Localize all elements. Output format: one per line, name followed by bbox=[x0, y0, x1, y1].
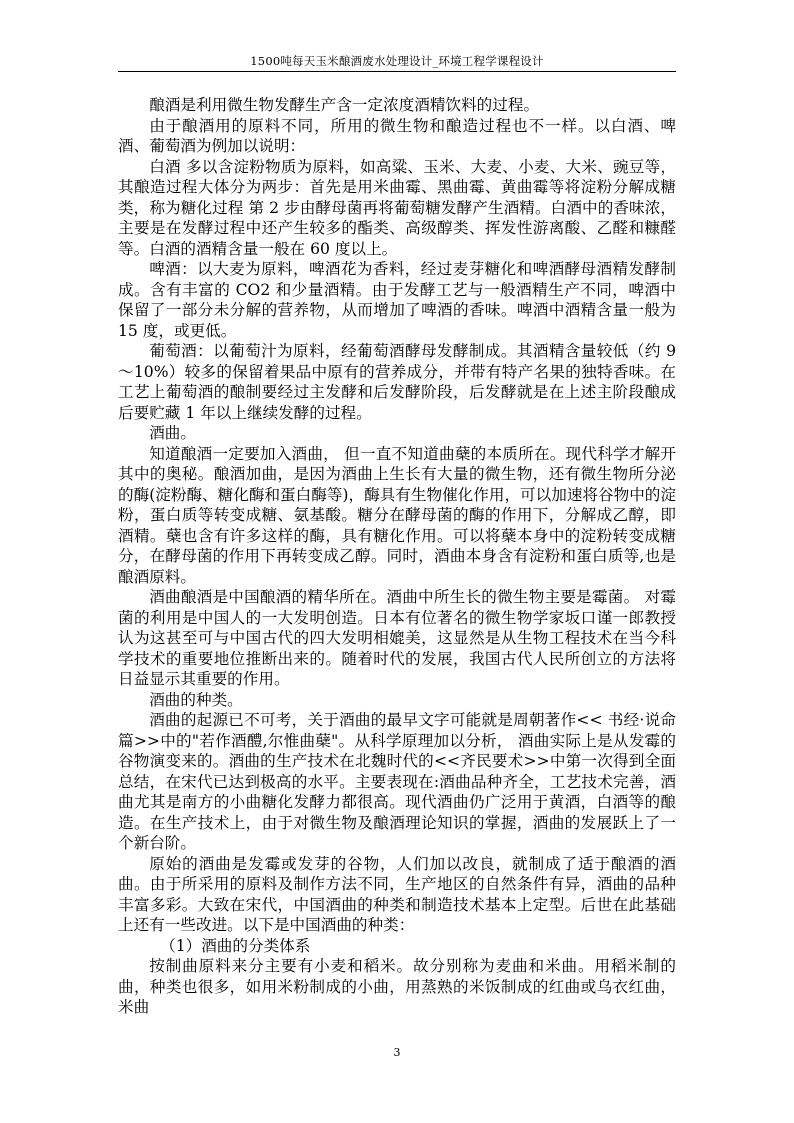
paragraph-jiuqu-intro: 知道酿酒一定要加入酒曲， 但一直不知道曲蘖的本质所在。现代科学才解开其中的奥秘。酿酒加曲，是因为酒曲上生长有大量的微生物，还有微生物所分泌的酶(淀粉酶、糖化酶和蛋白酶等)，酶具有生物催化作用，可以加速将谷物中的淀粉，蛋白质等转变成糖、氨基酸。糖分在酵母菌的酶的作用下，分解成乙醇，即酒精。蘖也含有许多这样的酶，具有糖化作用。可以将蘖本身中的淀粉转变成糖分，在酵母菌的作用下再转变成乙醇。同时，酒曲本身含有淀粉和蛋白质等,也是酿酒原料。 bbox=[118, 444, 676, 586]
paragraph-classification: 按制曲原料来分主要有小麦和稻米。故分别称为麦曲和米曲。用稻米制的曲，种类也很多，如用米粉制成的小曲，用蒸熟的米饭制成的红曲或乌衣红曲，米曲 bbox=[118, 957, 676, 1016]
section-heading-jiuqu: 酒曲。 bbox=[149, 424, 196, 442]
paragraph-jiuqu-origin: 酒曲的起源已不可考，关于酒曲的最早文字可能就是周朝著作<< 书经·说命篇>>中的"若作酒醴,尔惟曲蘖"。从科学原理加以分析， 酒曲实际上是从发霉的谷物演变来的。酒曲的生产技术在北魏时代的<<齐民要术>>中第一次得到全面总结，在宋代已达到极高的水平。主要表现在:酒曲品种齐全，工艺技术完善，酒曲尤其是南方的小曲糖化发酵力都很高。现代酒曲仍广泛用于黄酒，白酒等的酿造。在生产技术上，由于对微生物及酿酒理论知识的掌握，酒曲的发展跃上了一个新台阶。 bbox=[118, 711, 676, 852]
running-header: 1500吨每天玉米酿酒废水处理设计_环境工程学课程设计 bbox=[250, 54, 544, 68]
section-heading-jiuqu-types: 酒曲的种类。 bbox=[149, 690, 243, 709]
paragraph-jiuqu-evolution: 原始的酒曲是发霉或发芽的谷物，人们加以改良，就制成了适于酿酒的酒曲。由于所采用的原料及制作方法不同，生产地区的自然条件有异，酒曲的品种丰富多彩。大致在宋代，中国酒曲的种类和制造技术基本上定型。后世在此基础上还有一些改进。以下是中国酒曲的种类： bbox=[118, 854, 676, 934]
page-number: 3 bbox=[393, 1046, 401, 1059]
paragraph-2: 由于酿酒用的原料不同，所用的微生物和酿造过程也不一样。以白酒、啤酒、葡萄酒为例加以说明： bbox=[118, 116, 676, 155]
paragraph-baijiu: 白酒 多以含淀粉物质为原料，如高粱、玉米、大麦、小麦、大米、豌豆等，其酿造过程大体分为两步：首先是用米曲霉、黑曲霉、黄曲霉等将淀粉分解成糖类，称为糖化过程 第 2 步由酵母菌再将葡萄糖发酵产生酒精。白酒中的香味浓，主要是在发酵过程中还产生较多的酯类、高级醇类、挥发性游离酸、乙醛和糠醛等。白酒的酒精含量一般在 60 度以上。 bbox=[118, 157, 676, 258]
paragraph-pijiu: 啤酒：以大麦为原料，啤酒花为香料，经过麦芽糖化和啤酒酵母酒精发酵制成。含有丰富的 CO2 和少量酒精。由于发酵工艺与一般酒精生产不同，啤酒中保留了一部分未分解的营养物，从而增加了啤酒的香味。啤酒中酒精含量一般为 15 度，或更低。 bbox=[118, 260, 676, 340]
paragraph-putaojiu: 葡萄酒：以葡萄汁为原料，经葡萄酒酵母发酵制成。其酒精含量较低（约 9～10%）较多的保留着果品中原有的营养成分，并带有特产名果的独特香味。在工艺上葡萄酒的酿制要经过主发酵和后发酵阶段，后发酵就是在上述主阶段酿成后要贮藏 1 年以上继续发酵的过程。 bbox=[118, 342, 676, 422]
paragraph-jiuqu-essence: 酒曲酿酒是中国酿酒的精华所在。酒曲中所生长的微生物主要是霉菌。 对霉菌的利用是中国人的一大发明创造。日本有位著名的微生物学家坂口谨一郎教授认为这甚至可与中国古代的四大发明相媲美，这显然是从生物工程技术在当今科学技术的重要地位推断出来的。随着时代的发展，我国古代人民所创立的方法将日益显示其重要的作用。 bbox=[118, 588, 676, 688]
document-body bbox=[118, 95, 676, 1018]
paragraph-1: 酿酒是利用微生物发酵生产含一定浓度酒精饮料的过程。 bbox=[149, 96, 540, 114]
subsection-heading-classification: （1）酒曲的分类体系 bbox=[160, 936, 311, 955]
header-rule bbox=[118, 71, 676, 72]
